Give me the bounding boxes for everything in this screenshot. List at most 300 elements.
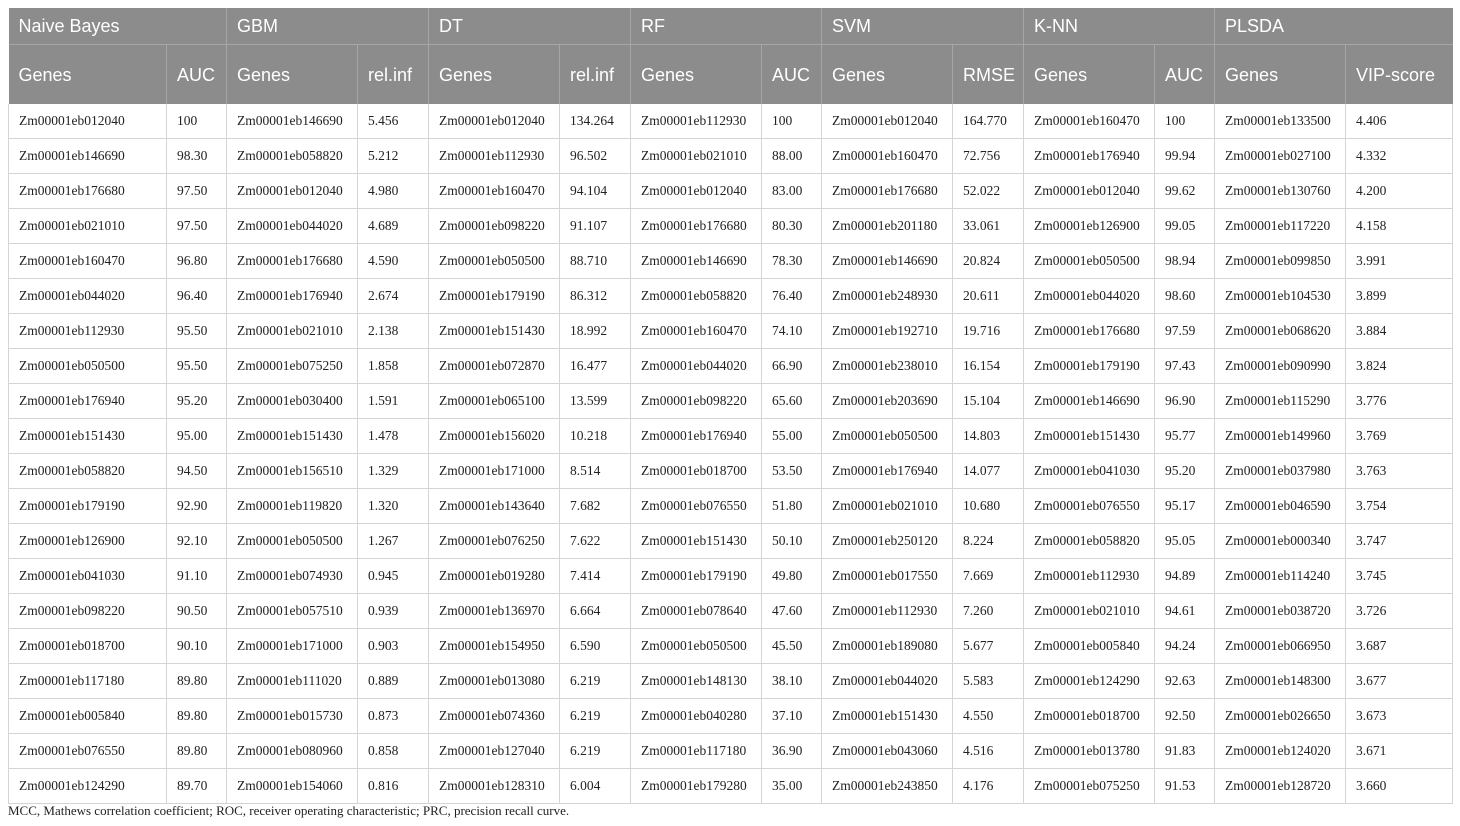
table-row xyxy=(9,384,1453,419)
score-cell: 4.406 xyxy=(1346,104,1453,139)
gene-id-cell: Zm00001eb021010 xyxy=(631,139,762,174)
score-cell: 100 xyxy=(1155,104,1215,139)
gene-id-cell: Zm00001eb243850 xyxy=(822,769,953,804)
gene-id-cell: Zm00001eb018700 xyxy=(1024,699,1155,734)
table-row xyxy=(9,139,1453,174)
gene-id-cell: Zm00001eb013080 xyxy=(429,664,560,699)
score-cell: 3.776 xyxy=(1346,384,1453,419)
gene-id-cell: Zm00001eb066950 xyxy=(1215,629,1346,664)
score-cell: 3.671 xyxy=(1346,734,1453,769)
table-footnote: MCC, Mathews correlation coefficient; ROC, receiver operating characteristic; PRC, precision recall curve. xyxy=(8,803,570,818)
gene-id-cell: Zm00001eb012040 xyxy=(1024,174,1155,209)
score-cell: 94.89 xyxy=(1155,559,1215,594)
gene-id-cell: Zm00001eb117180 xyxy=(9,664,167,699)
score-cell: 6.590 xyxy=(560,629,631,664)
score-cell: 14.803 xyxy=(953,419,1024,454)
score-cell: 91.53 xyxy=(1155,769,1215,804)
score-cell: 99.05 xyxy=(1155,209,1215,244)
score-cell: 3.884 xyxy=(1346,314,1453,349)
score-cell: 92.50 xyxy=(1155,699,1215,734)
score-cell: 3.673 xyxy=(1346,699,1453,734)
score-cell: 13.599 xyxy=(560,384,631,419)
score-cell: 14.077 xyxy=(953,454,1024,489)
score-cell: 90.10 xyxy=(167,629,227,664)
gene-id-cell: Zm00001eb130760 xyxy=(1215,174,1346,209)
score-cell: 95.77 xyxy=(1155,419,1215,454)
gene-id-cell: Zm00001eb076550 xyxy=(1024,489,1155,524)
gene-id-cell: Zm00001eb160470 xyxy=(1024,104,1155,139)
score-cell: 89.80 xyxy=(167,664,227,699)
table-row xyxy=(9,244,1453,279)
gene-id-cell: Zm00001eb248930 xyxy=(822,279,953,314)
column-header: AUC xyxy=(1155,45,1215,105)
gene-id-cell: Zm00001eb044020 xyxy=(9,279,167,314)
gene-id-cell: Zm00001eb156020 xyxy=(429,419,560,454)
gene-id-cell: Zm00001eb146690 xyxy=(822,244,953,279)
gene-id-cell: Zm00001eb005840 xyxy=(1024,629,1155,664)
score-cell: 0.816 xyxy=(358,769,429,804)
score-cell: 5.212 xyxy=(358,139,429,174)
score-cell: 94.104 xyxy=(560,174,631,209)
score-cell: 52.022 xyxy=(953,174,1024,209)
gene-id-cell: Zm00001eb126900 xyxy=(1024,209,1155,244)
gene-id-cell: Zm00001eb238010 xyxy=(822,349,953,384)
score-cell: 97.50 xyxy=(167,174,227,209)
gene-id-cell: Zm00001eb250120 xyxy=(822,524,953,559)
table-row xyxy=(9,664,1453,699)
score-cell: 20.611 xyxy=(953,279,1024,314)
gene-id-cell: Zm00001eb015730 xyxy=(227,699,358,734)
score-cell: 36.90 xyxy=(762,734,822,769)
score-cell: 35.00 xyxy=(762,769,822,804)
score-cell: 91.10 xyxy=(167,559,227,594)
method-header-rf: RF xyxy=(631,8,822,45)
score-cell: 65.60 xyxy=(762,384,822,419)
score-cell: 99.94 xyxy=(1155,139,1215,174)
score-cell: 7.622 xyxy=(560,524,631,559)
gene-id-cell: Zm00001eb090990 xyxy=(1215,349,1346,384)
score-cell: 6.664 xyxy=(560,594,631,629)
gene-id-cell: Zm00001eb151430 xyxy=(822,699,953,734)
score-cell: 53.50 xyxy=(762,454,822,489)
table-row xyxy=(9,279,1453,314)
gene-id-cell: Zm00001eb074930 xyxy=(227,559,358,594)
gene-id-cell: Zm00001eb065100 xyxy=(429,384,560,419)
score-cell: 6.219 xyxy=(560,734,631,769)
score-cell: 89.70 xyxy=(167,769,227,804)
score-cell: 4.980 xyxy=(358,174,429,209)
gene-id-cell: Zm00001eb040280 xyxy=(631,699,762,734)
method-header-dt: DT xyxy=(429,8,631,45)
gene-id-cell: Zm00001eb080960 xyxy=(227,734,358,769)
score-cell: 95.20 xyxy=(1155,454,1215,489)
score-cell: 7.260 xyxy=(953,594,1024,629)
column-header: RMSE xyxy=(953,45,1024,105)
column-header: AUC xyxy=(762,45,822,105)
gene-id-cell: Zm00001eb203690 xyxy=(822,384,953,419)
gene-id-cell: Zm00001eb176940 xyxy=(1024,139,1155,174)
score-cell: 95.05 xyxy=(1155,524,1215,559)
score-cell: 94.24 xyxy=(1155,629,1215,664)
gene-id-cell: Zm00001eb019280 xyxy=(429,559,560,594)
score-cell: 4.158 xyxy=(1346,209,1453,244)
score-cell: 95.50 xyxy=(167,314,227,349)
score-cell: 3.687 xyxy=(1346,629,1453,664)
score-cell: 7.669 xyxy=(953,559,1024,594)
score-cell: 3.726 xyxy=(1346,594,1453,629)
gene-id-cell: Zm00001eb027100 xyxy=(1215,139,1346,174)
score-cell: 164.770 xyxy=(953,104,1024,139)
score-cell: 3.660 xyxy=(1346,769,1453,804)
gene-id-cell: Zm00001eb112930 xyxy=(9,314,167,349)
gene-id-cell: Zm00001eb192710 xyxy=(822,314,953,349)
score-cell: 98.30 xyxy=(167,139,227,174)
gene-id-cell: Zm00001eb112930 xyxy=(1024,559,1155,594)
score-cell: 95.50 xyxy=(167,349,227,384)
gene-id-cell: Zm00001eb179190 xyxy=(631,559,762,594)
gene-id-cell: Zm00001eb176940 xyxy=(9,384,167,419)
score-cell: 3.763 xyxy=(1346,454,1453,489)
score-cell: 89.80 xyxy=(167,734,227,769)
column-header: Genes xyxy=(9,45,167,105)
score-cell: 1.858 xyxy=(358,349,429,384)
score-cell: 80.30 xyxy=(762,209,822,244)
score-cell: 96.90 xyxy=(1155,384,1215,419)
score-cell: 5.583 xyxy=(953,664,1024,699)
gene-id-cell: Zm00001eb117180 xyxy=(631,734,762,769)
gene-id-cell: Zm00001eb128310 xyxy=(429,769,560,804)
score-cell: 134.264 xyxy=(560,104,631,139)
table-row xyxy=(9,209,1453,244)
score-cell: 0.889 xyxy=(358,664,429,699)
gene-id-cell: Zm00001eb126900 xyxy=(9,524,167,559)
score-cell: 1.478 xyxy=(358,419,429,454)
table-row xyxy=(9,349,1453,384)
table-row xyxy=(9,314,1453,349)
column-header: Genes xyxy=(1024,45,1155,105)
gene-id-cell: Zm00001eb176940 xyxy=(631,419,762,454)
gene-id-cell: Zm00001eb026650 xyxy=(1215,699,1346,734)
gene-id-cell: Zm00001eb041030 xyxy=(1024,454,1155,489)
score-cell: 97.43 xyxy=(1155,349,1215,384)
gene-id-cell: Zm00001eb000340 xyxy=(1215,524,1346,559)
score-cell: 86.312 xyxy=(560,279,631,314)
score-cell: 78.30 xyxy=(762,244,822,279)
gene-id-cell: Zm00001eb176940 xyxy=(227,279,358,314)
gene-id-cell: Zm00001eb154950 xyxy=(429,629,560,664)
score-cell: 3.824 xyxy=(1346,349,1453,384)
gene-id-cell: Zm00001eb146690 xyxy=(9,139,167,174)
score-cell: 97.59 xyxy=(1155,314,1215,349)
score-cell: 90.50 xyxy=(167,594,227,629)
gene-id-cell: Zm00001eb160470 xyxy=(9,244,167,279)
score-cell: 20.824 xyxy=(953,244,1024,279)
gene-id-cell: Zm00001eb044020 xyxy=(227,209,358,244)
gene-id-cell: Zm00001eb050500 xyxy=(9,349,167,384)
gene-id-cell: Zm00001eb111020 xyxy=(227,664,358,699)
score-cell: 10.680 xyxy=(953,489,1024,524)
score-cell: 0.873 xyxy=(358,699,429,734)
gene-id-cell: Zm00001eb043060 xyxy=(822,734,953,769)
gene-id-cell: Zm00001eb072870 xyxy=(429,349,560,384)
score-cell: 3.745 xyxy=(1346,559,1453,594)
score-cell: 2.138 xyxy=(358,314,429,349)
gene-id-cell: Zm00001eb044020 xyxy=(631,349,762,384)
gene-id-cell: Zm00001eb151430 xyxy=(9,419,167,454)
gene-id-cell: Zm00001eb148300 xyxy=(1215,664,1346,699)
gene-id-cell: Zm00001eb117220 xyxy=(1215,209,1346,244)
score-cell: 72.756 xyxy=(953,139,1024,174)
column-header: rel.inf xyxy=(560,45,631,105)
score-cell: 66.90 xyxy=(762,349,822,384)
score-cell: 0.939 xyxy=(358,594,429,629)
score-cell: 38.10 xyxy=(762,664,822,699)
gene-id-cell: Zm00001eb030400 xyxy=(227,384,358,419)
score-cell: 95.20 xyxy=(167,384,227,419)
gene-id-cell: Zm00001eb151430 xyxy=(1024,419,1155,454)
gene-id-cell: Zm00001eb179190 xyxy=(429,279,560,314)
score-cell: 3.991 xyxy=(1346,244,1453,279)
table-row xyxy=(9,699,1453,734)
score-cell: 95.17 xyxy=(1155,489,1215,524)
method-header-plsda: PLSDA xyxy=(1215,8,1453,45)
score-cell: 37.10 xyxy=(762,699,822,734)
gene-id-cell: Zm00001eb146690 xyxy=(1024,384,1155,419)
gene-id-cell: Zm00001eb179280 xyxy=(631,769,762,804)
score-cell: 15.104 xyxy=(953,384,1024,419)
column-header: VIP-score xyxy=(1346,45,1453,105)
method-header-k-nn: K-NN xyxy=(1024,8,1215,45)
gene-id-cell: Zm00001eb013780 xyxy=(1024,734,1155,769)
gene-id-cell: Zm00001eb012040 xyxy=(631,174,762,209)
score-cell: 1.320 xyxy=(358,489,429,524)
score-cell: 6.219 xyxy=(560,699,631,734)
column-header: Genes xyxy=(429,45,560,105)
column-header: Genes xyxy=(1215,45,1346,105)
gene-id-cell: Zm00001eb017550 xyxy=(822,559,953,594)
gene-id-cell: Zm00001eb112930 xyxy=(822,594,953,629)
gene-id-cell: Zm00001eb076250 xyxy=(429,524,560,559)
method-header-gbm: GBM xyxy=(227,8,429,45)
score-cell: 3.677 xyxy=(1346,664,1453,699)
gene-id-cell: Zm00001eb050500 xyxy=(1024,244,1155,279)
score-cell: 74.10 xyxy=(762,314,822,349)
score-cell: 49.80 xyxy=(762,559,822,594)
table-row xyxy=(9,629,1453,664)
score-cell: 100 xyxy=(762,104,822,139)
gene-id-cell: Zm00001eb201180 xyxy=(822,209,953,244)
gene-id-cell: Zm00001eb021010 xyxy=(9,209,167,244)
gene-id-cell: Zm00001eb057510 xyxy=(227,594,358,629)
score-cell: 92.90 xyxy=(167,489,227,524)
table-row xyxy=(9,454,1453,489)
score-cell: 98.60 xyxy=(1155,279,1215,314)
gene-id-cell: Zm00001eb114240 xyxy=(1215,559,1346,594)
score-cell: 4.176 xyxy=(953,769,1024,804)
gene-id-cell: Zm00001eb104530 xyxy=(1215,279,1346,314)
gene-id-cell: Zm00001eb046590 xyxy=(1215,489,1346,524)
score-cell: 18.992 xyxy=(560,314,631,349)
score-cell: 5.456 xyxy=(358,104,429,139)
gene-id-cell: Zm00001eb041030 xyxy=(9,559,167,594)
score-cell: 91.83 xyxy=(1155,734,1215,769)
score-cell: 1.329 xyxy=(358,454,429,489)
gene-id-cell: Zm00001eb176680 xyxy=(631,209,762,244)
gene-id-cell: Zm00001eb151430 xyxy=(631,524,762,559)
score-cell: 6.004 xyxy=(560,769,631,804)
column-header: Genes xyxy=(822,45,953,105)
gene-id-cell: Zm00001eb058820 xyxy=(9,454,167,489)
gene-id-cell: Zm00001eb018700 xyxy=(631,454,762,489)
gene-id-cell: Zm00001eb076550 xyxy=(631,489,762,524)
gene-id-cell: Zm00001eb176680 xyxy=(9,174,167,209)
table-row xyxy=(9,489,1453,524)
score-cell: 45.50 xyxy=(762,629,822,664)
score-cell: 94.50 xyxy=(167,454,227,489)
score-cell: 4.516 xyxy=(953,734,1024,769)
table-row xyxy=(9,524,1453,559)
table-row xyxy=(9,174,1453,209)
gene-id-cell: Zm00001eb012040 xyxy=(227,174,358,209)
gene-id-cell: Zm00001eb176940 xyxy=(822,454,953,489)
gene-id-cell: Zm00001eb068620 xyxy=(1215,314,1346,349)
gene-id-cell: Zm00001eb074360 xyxy=(429,699,560,734)
gene-id-cell: Zm00001eb171000 xyxy=(227,629,358,664)
gene-id-cell: Zm00001eb160470 xyxy=(429,174,560,209)
column-header: Genes xyxy=(631,45,762,105)
gene-id-cell: Zm00001eb176680 xyxy=(1024,314,1155,349)
gene-id-cell: Zm00001eb124290 xyxy=(9,769,167,804)
gene-id-cell: Zm00001eb075250 xyxy=(1024,769,1155,804)
score-cell: 33.061 xyxy=(953,209,1024,244)
score-cell: 88.00 xyxy=(762,139,822,174)
gene-id-cell: Zm00001eb038720 xyxy=(1215,594,1346,629)
score-cell: 92.63 xyxy=(1155,664,1215,699)
method-header-naive-bayes: Naive Bayes xyxy=(9,8,227,45)
score-cell: 97.50 xyxy=(167,209,227,244)
gene-id-cell: Zm00001eb127040 xyxy=(429,734,560,769)
score-cell: 83.00 xyxy=(762,174,822,209)
score-cell: 98.94 xyxy=(1155,244,1215,279)
gene-id-cell: Zm00001eb078640 xyxy=(631,594,762,629)
gene-id-cell: Zm00001eb146690 xyxy=(227,104,358,139)
score-cell: 16.477 xyxy=(560,349,631,384)
score-cell: 50.10 xyxy=(762,524,822,559)
score-cell: 96.80 xyxy=(167,244,227,279)
score-cell: 95.00 xyxy=(167,419,227,454)
gene-id-cell: Zm00001eb148130 xyxy=(631,664,762,699)
method-header-svm: SVM xyxy=(822,8,1024,45)
gene-id-cell: Zm00001eb099850 xyxy=(1215,244,1346,279)
gene-id-cell: Zm00001eb189080 xyxy=(822,629,953,664)
gene-id-cell: Zm00001eb143640 xyxy=(429,489,560,524)
gene-id-cell: Zm00001eb098220 xyxy=(9,594,167,629)
score-cell: 3.754 xyxy=(1346,489,1453,524)
gene-id-cell: Zm00001eb160470 xyxy=(631,314,762,349)
results-table-container xyxy=(8,8,1452,804)
gene-id-cell: Zm00001eb112930 xyxy=(429,139,560,174)
gene-id-cell: Zm00001eb098220 xyxy=(631,384,762,419)
gene-id-cell: Zm00001eb176680 xyxy=(822,174,953,209)
gene-id-cell: Zm00001eb058820 xyxy=(631,279,762,314)
score-cell: 4.689 xyxy=(358,209,429,244)
score-cell: 19.716 xyxy=(953,314,1024,349)
gene-id-cell: Zm00001eb018700 xyxy=(9,629,167,664)
score-cell: 47.60 xyxy=(762,594,822,629)
gene-id-cell: Zm00001eb075250 xyxy=(227,349,358,384)
score-cell: 3.747 xyxy=(1346,524,1453,559)
column-header: Genes xyxy=(227,45,358,105)
score-cell: 6.219 xyxy=(560,664,631,699)
score-cell: 89.80 xyxy=(167,699,227,734)
gene-id-cell: Zm00001eb021010 xyxy=(822,489,953,524)
gene-id-cell: Zm00001eb156510 xyxy=(227,454,358,489)
score-cell: 0.903 xyxy=(358,629,429,664)
gene-id-cell: Zm00001eb012040 xyxy=(429,104,560,139)
method-header-row xyxy=(9,8,1453,45)
gene-id-cell: Zm00001eb050500 xyxy=(631,629,762,664)
gene-id-cell: Zm00001eb050500 xyxy=(429,244,560,279)
score-cell: 0.858 xyxy=(358,734,429,769)
gene-id-cell: Zm00001eb146690 xyxy=(631,244,762,279)
gene-id-cell: Zm00001eb179190 xyxy=(9,489,167,524)
gene-id-cell: Zm00001eb021010 xyxy=(227,314,358,349)
score-cell: 92.10 xyxy=(167,524,227,559)
gene-id-cell: Zm00001eb005840 xyxy=(9,699,167,734)
score-cell: 55.00 xyxy=(762,419,822,454)
gene-id-cell: Zm00001eb149960 xyxy=(1215,419,1346,454)
table-row xyxy=(9,104,1453,139)
table-row xyxy=(9,559,1453,594)
score-cell: 94.61 xyxy=(1155,594,1215,629)
gene-id-cell: Zm00001eb044020 xyxy=(822,664,953,699)
gene-id-cell: Zm00001eb124290 xyxy=(1024,664,1155,699)
table-row xyxy=(9,734,1453,769)
gene-id-cell: Zm00001eb050500 xyxy=(227,524,358,559)
score-cell: 7.414 xyxy=(560,559,631,594)
gene-id-cell: Zm00001eb124020 xyxy=(1215,734,1346,769)
score-cell: 8.514 xyxy=(560,454,631,489)
score-cell: 5.677 xyxy=(953,629,1024,664)
table-row xyxy=(9,419,1453,454)
gene-id-cell: Zm00001eb154060 xyxy=(227,769,358,804)
gene-id-cell: Zm00001eb176680 xyxy=(227,244,358,279)
gene-id-cell: Zm00001eb021010 xyxy=(1024,594,1155,629)
gene-id-cell: Zm00001eb112930 xyxy=(631,104,762,139)
gene-id-cell: Zm00001eb012040 xyxy=(9,104,167,139)
score-cell: 16.154 xyxy=(953,349,1024,384)
gene-id-cell: Zm00001eb115290 xyxy=(1215,384,1346,419)
gene-id-cell: Zm00001eb119820 xyxy=(227,489,358,524)
results-table xyxy=(8,8,1453,804)
gene-id-cell: Zm00001eb179190 xyxy=(1024,349,1155,384)
score-cell: 1.267 xyxy=(358,524,429,559)
score-cell: 10.218 xyxy=(560,419,631,454)
gene-id-cell: Zm00001eb058820 xyxy=(227,139,358,174)
gene-id-cell: Zm00001eb128720 xyxy=(1215,769,1346,804)
column-header: rel.inf xyxy=(358,45,429,105)
score-cell: 4.590 xyxy=(358,244,429,279)
score-cell: 96.502 xyxy=(560,139,631,174)
column-header: AUC xyxy=(167,45,227,105)
gene-id-cell: Zm00001eb160470 xyxy=(822,139,953,174)
score-cell: 100 xyxy=(167,104,227,139)
gene-id-cell: Zm00001eb151430 xyxy=(429,314,560,349)
score-cell: 99.62 xyxy=(1155,174,1215,209)
score-cell: 4.550 xyxy=(953,699,1024,734)
score-cell: 91.107 xyxy=(560,209,631,244)
gene-id-cell: Zm00001eb058820 xyxy=(1024,524,1155,559)
